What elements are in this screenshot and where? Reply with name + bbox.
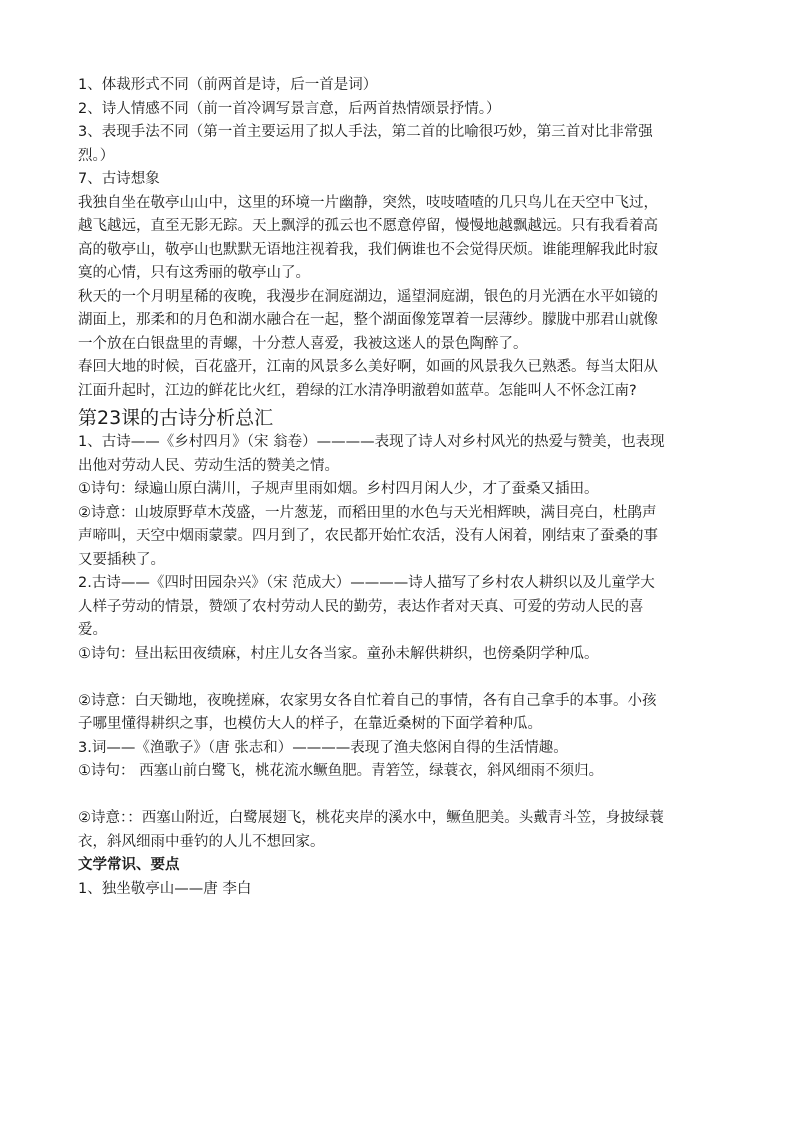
paragraph: ①诗句： 西塞山前白鹭飞，桃花流水鳜鱼肥。青箬笠，绿蓑衣，斜风细雨不须归。 <box>78 763 604 779</box>
paragraph: 春回大地的时候，百花盛开，江南的风景多么美好啊，如画的风景我久已熟悉。每当太阳从江面升起时，江边的鲜花比火红，碧绿的江水清净明澈碧如蓝草。怎能叫人不怀念江南? <box>78 359 658 399</box>
blank-line <box>78 784 668 808</box>
paragraph: 1、体裁形式不同（前两首是诗，后一首是词） <box>78 77 378 93</box>
paragraph: 秋天的一个月明星稀的夜晚，我漫步在洞庭湖边，遥望洞庭湖，银色的月光洒在水平如镜的湖面上，那柔和的月色和湖水融合在一起，整个湖面像笼罩着一层薄纱。朦胧中那君山就像一个放在白银盘里的青螺，十分惹人喜爱，我被这迷人的景色陶醉了。 <box>78 288 658 352</box>
paragraph: 2.古诗——《四时田园杂兴》（宋 范成大）————诗人描写了乡村农人耕织以及儿童学大人样子劳动的情景，赞颂了农村劳动人民的勤劳，表达作者对天真、可爱的劳动人民的喜爱。 <box>78 575 655 638</box>
paragraph: ②诗意：山坡原野草木茂盛，一片葱茏，而稻田里的水色与天光相辉映，满目亮白，杜鹃声声啼叫，天空中烟雨蒙蒙。四月到了，农民都开始忙农活，没有人闲着，刚结束了蚕桑的事又要插秧了。 <box>78 504 658 568</box>
bold-heading: 文学常识、要点 <box>78 857 180 873</box>
paragraph: ①诗句：绿遍山原白满川，子规声里雨如烟。乡村四月闲人少，才了蚕桑又插田。 <box>78 481 599 497</box>
document-page <box>78 74 668 901</box>
paragraph: 7、古诗想象 <box>78 171 160 187</box>
paragraph: ②诗意：：西塞山附近，白鹭展翅飞，桃花夹岸的溪水中，鳜鱼肥美。头戴青斗笠，身披绿蓑衣，斜风细雨中垂钓的人儿不想回家。 <box>78 810 664 850</box>
paragraph: 3、表现手法不同（第一首主要运用了拟人手法，第二首的比喻很巧妙，第三首对比非常强烈。） <box>78 124 653 164</box>
paragraph: 我独自坐在敬亭山山中，这里的环境一片幽静，突然，吱吱喳喳的几只鸟儿在天空中飞过，越飞越远，直至无影无踪。天上飘浮的孤云也不愿意停留，慢慢地越飘越远。只有我看着高高的敬亭山，敬亭山也默默无语地注视着我，我们俩谁也不会觉得厌烦。谁能理解我此时寂寞的心情，只有这秀丽的敬亭山了。 <box>78 194 658 281</box>
paragraph: 1、古诗——《乡村四月》（宋 翁卷）————表现了诗人对乡村风光的热爱与赞美，也表现出他对劳动人民、劳动生活的赞美之情。 <box>78 434 665 474</box>
section-heading: 第23课的古诗分析总汇 <box>78 407 274 429</box>
paragraph: ①诗句：昼出耘田夜绩麻，村庄儿女各当家。童孙未解供耕织，也傍桑阴学种瓜。 <box>78 645 599 662</box>
paragraph: 2、诗人情感不同（前一首冷调写景言意，后两首热情颂景抒情。） <box>78 100 501 117</box>
blank-line <box>78 666 668 690</box>
paragraph: ②诗意：白天锄地，夜晚搓麻，农家男女各自忙着自己的事情，各有自己拿手的本事。小孩子哪里懂得耕织之事，也模仿大人的样子，在靠近桑树的下面学着种瓜。 <box>78 692 657 732</box>
paragraph: 3.词——《渔歌子》（唐 张志和）————表现了渔夫悠闲自得的生活情趣。 <box>78 739 568 756</box>
paragraph: 1、独坐敬亭山——唐 李白 <box>78 880 252 897</box>
